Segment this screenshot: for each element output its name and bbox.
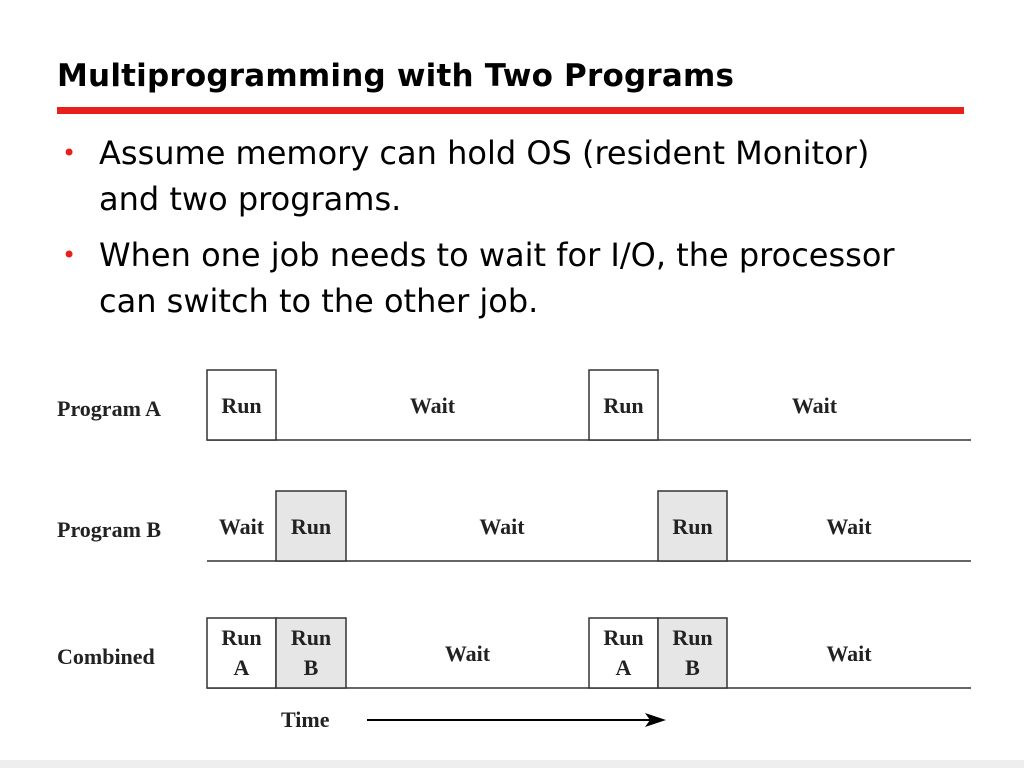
run-label: Run (221, 625, 262, 650)
wait-label: Wait (479, 514, 525, 539)
bullet-text-line: When one job needs to wait for I/O, the processor (99, 236, 895, 274)
wait-label: Wait (409, 393, 456, 418)
row-label-combined: Combined (57, 644, 155, 669)
slide-title: Multiprogramming with Two Programs (57, 58, 735, 94)
footer-band (0, 760, 1024, 768)
row-label-program-a: Program A (57, 396, 162, 421)
row-label-program-b: Program B (57, 517, 162, 542)
time-label: Time (281, 707, 330, 732)
timeline-segments (207, 370, 971, 688)
run-label: B (685, 655, 700, 680)
run-label: Run (221, 393, 262, 418)
run-label: A (233, 655, 250, 680)
run-label: Run (672, 625, 713, 650)
run-label: Run (603, 393, 644, 418)
wait-label: Wait (826, 641, 872, 666)
run-label: Run (290, 514, 332, 539)
run-label: Run (290, 625, 332, 650)
bullet-text-line: can switch to the other job. (99, 282, 539, 320)
wait-label: Wait (444, 641, 491, 666)
run-label: A (615, 655, 632, 680)
wait-label: Wait (826, 514, 872, 539)
bullet-text-line: and two programs. (99, 180, 402, 218)
bullet-text-line: Assume memory can hold OS (resident Monitor) (99, 134, 870, 172)
run-label: Run (672, 514, 713, 539)
wait-label: Wait (218, 514, 265, 539)
wait-label: Wait (791, 393, 838, 418)
run-label: Run (603, 625, 644, 650)
run-label: B (303, 655, 319, 680)
